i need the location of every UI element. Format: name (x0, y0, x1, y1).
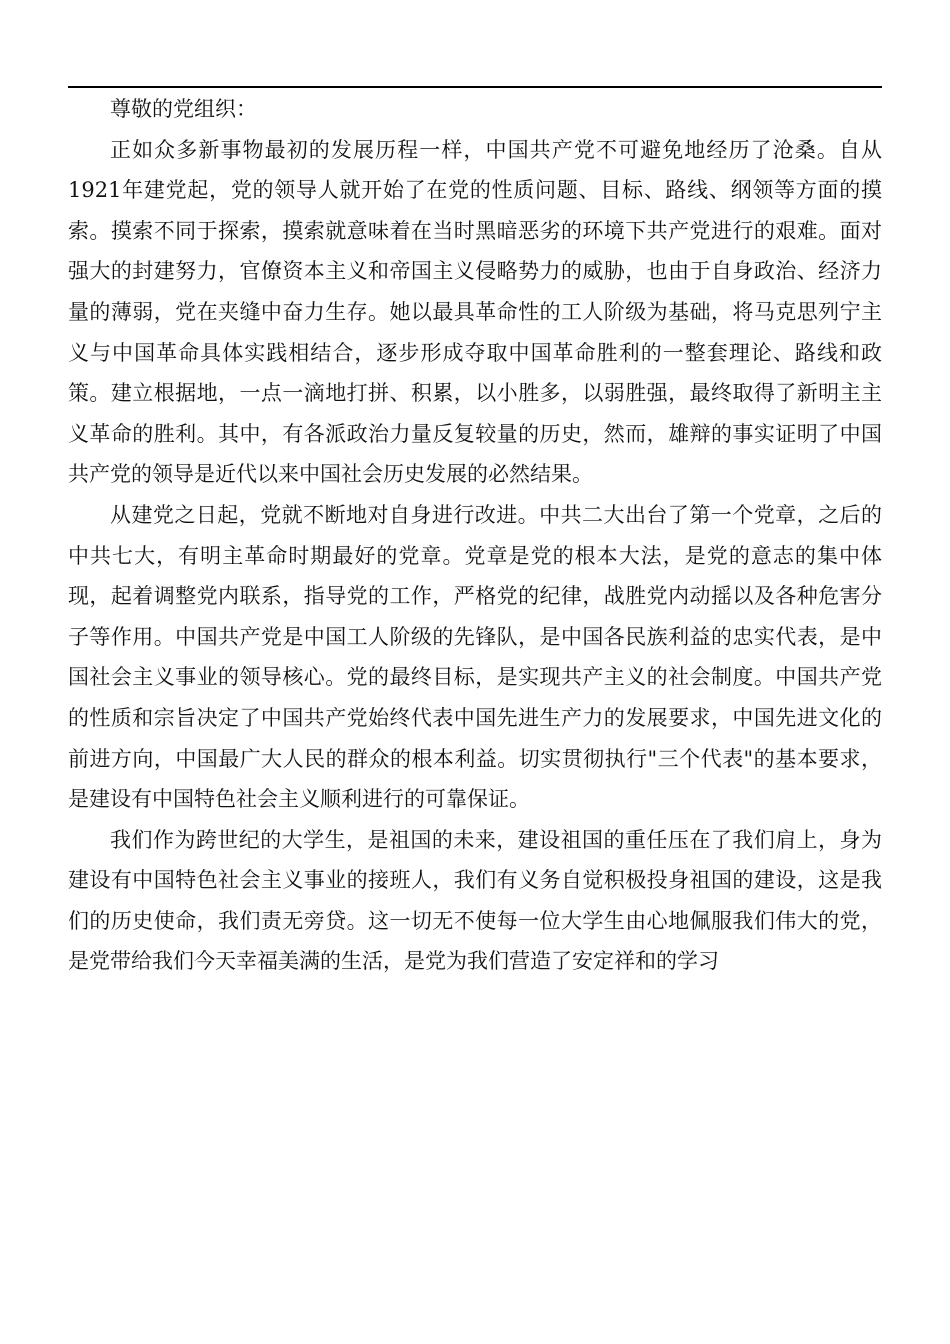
header-rule (68, 86, 882, 88)
paragraph: 正如众多新事物最初的发展历程一样，中国共产党不可避免地经历了沧桑。自从1921年建党起，党的领导人就开始了在党的性质问题、目标、路线、纲领等方面的摸索。摸索不同于探索，摸索就意味着在当时黑暗恶劣的环境下共产党进行的艰难。面对强大的封建努力，官僚资本主义和帝国主义侵略势力的威胁，也由于自身政治、经济力量的薄弱，党在夹缝中奋力生存。她以最具革命性的工人阶级为基础，将马克思列宁主义与中国革命具体实践相结合，逐步形成夺取中国革命胜利的一整套理论、路线和政策。建立根据地，一点一滴地打拼、积累，以小胜多，以弱胜强，最终取得了新明主主义革命的胜利。其中，有各派政治力量反复较量的历史，然而，雄辩的事实证明了中国共产党的领导是近代以来中国社会历史发展的必然结果。 (68, 137, 882, 487)
paragraph: 从建党之日起，党就不断地对自身进行改进。中共二大出台了第一个党章，之后的中共七大，有明主革命时期最好的党章。党章是党的根本大法，是党的意志的集中体现，起着调整党内联系，指导党的工作，严格党的纪律，战胜党内动摇以及各种危害分子等作用。中国共产党是中国工人阶级的先锋队，是中国各民族利益的忠实代表，是中国社会主义事业的领导核心。党的最终目标，是实现共产主义的社会制度。中国共产党的性质和宗旨决定了中国共产党始终代表中国先进生产力的发展要求，中国先进文化的前进方向，中国最广大人民的群众的根本利益。切实贯彻执行"三个代表"的基本要求，是建设有中国特色社会主义顺利进行的可靠保证。 (68, 502, 882, 812)
document-body (68, 89, 882, 982)
salutation: 尊敬的党组织： (110, 97, 257, 121)
paragraph: 我们作为跨世纪的大学生，是祖国的未来，建设祖国的重任压在了我们肩上，身为建设有中国特色社会主义事业的接班人，我们有义务自觉积极投身祖国的建设，这是我们的历史使命，我们责无旁贷。这一切无不使每一位大学生由心地佩服我们伟大的党，是党带给我们今天幸福美满的生活，是党为我们营造了安定祥和的学习 (68, 827, 882, 974)
